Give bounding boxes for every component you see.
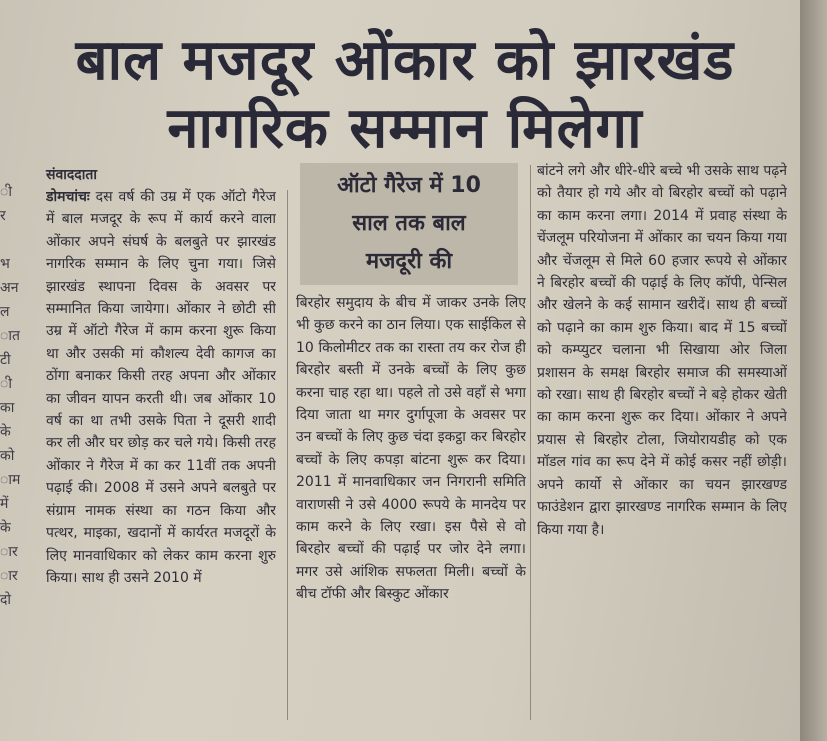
left-fragment-line: ी [0, 184, 12, 200]
subheadline-line-1: ऑटो गैरेज में 10 [337, 173, 481, 198]
left-fragment-line: ल [0, 304, 10, 320]
left-fragment-line: को [0, 448, 15, 464]
column-3-text: बांटने लगे और धीरे-धीरे बच्चे भी उसके साथ पढ़ने को तैयार हो गये और वो बिरहोर बच्चों को पढ़ाने का काम करना लगा। 2014 में प्रवाह संस्था के चेंजलूम परियोजना में ओंकार का चयन किया गया और चेंजलूम से मिले 60 हजार रूपये से ओंकार ने बिरहोर बच्चों की पढ़ाई के लिए कॉपी, पेन्सिल और खेलने के कई सामान खरीदें। साथ ही बच्चों को पढ़ाने का काम शुरु किया। बाद में 15 बच्चों को कम्प्युटर चलाना भी सिखाया ओर जिला प्रशासन के समक्ष बिरहोर समाज की समस्याओं को रखा। साथ ही बिरहोर बच्चों ने बड़े होकर खेती का काम करना शुरू कर दिया। ओंकार ने अपने प्रयास से बिरहोर टोला, जियोरायडीह को एक मॉडल गांव का रूप देने में कोई कसर नहीं छोड़ी। अपने कार्यो से ओंकार का चयन झारखण्ड फाउंडेशन द्वारा झारखण्ड नागरिक सम्मान के लिए किया गया है। [537, 163, 787, 538]
article-column-2 [296, 292, 526, 722]
byline: संवाददाता [46, 167, 97, 183]
left-fragment-line: टी [0, 352, 11, 368]
subheadline-box [300, 163, 518, 285]
left-fragment-line: के [0, 424, 11, 440]
subheadline-line-3: मजदूरी की [365, 249, 453, 274]
left-fragment-line: र [0, 208, 6, 224]
left-fragment-line: दो [0, 592, 12, 608]
left-fragment-line: का [0, 400, 15, 416]
adjacent-page-edge [800, 0, 827, 741]
left-fragment-line: ी [0, 376, 12, 392]
left-column-fragment [0, 180, 20, 700]
left-fragment-line: में [0, 496, 9, 512]
dateline: डोमचांचः [46, 189, 90, 205]
column-2-text: बिरहोर समुदाय के बीच में जाकर उनके लिए भी कुछ करने का ठान लिया। एक साईकिल से 10 किलोमीटर तक का रास्ता तय कर रोज ही बिरहोर बस्ती में उनके बच्चों के लिए कुछ करना चाह रहा था। पहले तो उसे वहाँ से भगा दिया जाता था मगर दुर्गापूजा के अवसर पर उन बच्चों के लिए कुछ चंदा इकट्ठा कर बिरहोर बच्चों के लिए कपड़ा बांटना शुरू कर दिया। 2011 में मानवाधिकार जन निगरानी समिति वाराणसी ने उसे 4000 रूपये के मानदेय पर काम करने के लिए रखा। इस पैसे से वो बिरहोर बच्चों की पढ़ाई पर जोर देने लगा। मगर उसे आंशिक सफलता मिली। बच्चों के बीच टॉफी और बिस्कुट ओंकार [296, 295, 526, 603]
headline-line-1: बाल मजदूर ओंकार को झारखंड [75, 28, 735, 93]
article-column-1 [46, 186, 276, 726]
left-fragment-line: भ [0, 256, 10, 272]
left-fragment-line: ाम [0, 472, 20, 488]
left-fragment-line: ार [0, 568, 18, 584]
article-column-3 [537, 160, 787, 730]
subheadline-line-2: साल तक बाल [352, 211, 466, 236]
left-fragment-line: के [0, 520, 11, 536]
column-1-text: दस वर्ष की उम्र में एक ऑटो गैरेज में बाल मजदूर के रूप में कार्य करने वाला ओंकार अपने संघर्ष के बलबुते पर झारखंड नागरिक सम्मान के लिए चुना गया। जिसे झारखंड स्थापना दिवस के अवसर पर सम्मानित किया जायेगा। ओंकार ने छोटी सी उम्र में ऑटो गैरेज में काम करना शुरू किया था और उसकी मां कौशल्य देवी कागज का ठोंगा बनाकर किसी तरह अपना और ओंकार का जीवन यापन करती थी। जब ओंकार 10 वर्ष का था तभी उसके पिता ने दूसरी शादी कर ली और घर छोड़ कर चले गये। किसी तरह ओंकार ने गैरेज में का कर 11वीं तक अपनी पढ़ाई की। 2008 में उसने अपने बलबुते पर संग्राम नामक संस्था का गठन किया और पत्थर, माइका, खदानों में कार्यरत मजदूरों के लिए मानवाधिकार को लेकर काम करना शुरु किया। साथ ही उसने 2010 में [46, 189, 276, 586]
left-fragment-line: ार [0, 544, 18, 560]
column-divider [530, 165, 531, 720]
left-fragment-line: ात [0, 328, 20, 344]
left-fragment-line: अन [0, 280, 19, 296]
column-divider [287, 190, 288, 720]
headline-line-2: नागरिक सम्मान मिलेगा [167, 96, 643, 161]
left-fragment-line [0, 228, 20, 252]
